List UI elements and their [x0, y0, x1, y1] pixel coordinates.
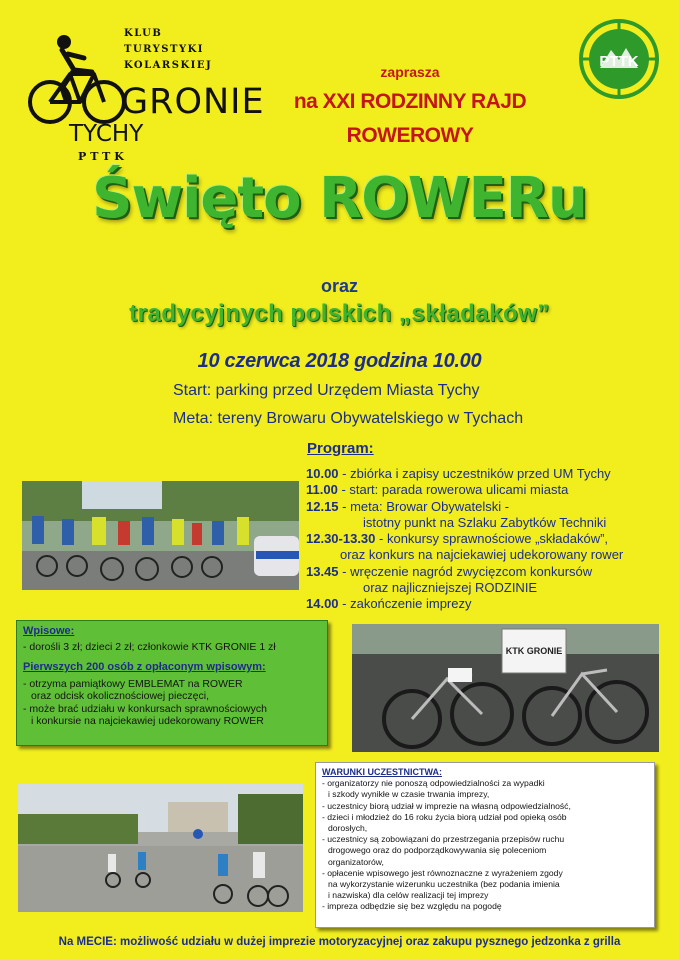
program-text: - wręczenie nagród zwycięzcom konkursów	[338, 563, 593, 579]
program-list	[306, 466, 666, 613]
condition-line: organizatorów,	[328, 856, 384, 867]
condition-line: na wykorzystanie wizerunku uczestnika (bez podania imienia	[328, 879, 560, 890]
condition-line: dorosłych,	[328, 823, 368, 834]
conditions-box	[315, 762, 655, 928]
invite-line2: na XXI RODZINNY RAJD	[293, 90, 527, 113]
logo-city: TYCHY	[69, 121, 144, 147]
logo-name: GRONIE	[121, 82, 265, 122]
pttk-badge	[578, 18, 660, 100]
program-time: 13.45	[306, 563, 339, 579]
program-text: - zbiórka i zapisy uczestników przed UM Tychy	[338, 466, 611, 481]
photo-street-parade	[18, 784, 303, 912]
program-item-continuation: oraz konkurs na najciekawiej udekorowany rower	[340, 547, 624, 563]
condition-line: - uczestnicy biorą udział w imprezie na własną odpowiedzialność,	[322, 800, 571, 811]
fee-benefit-line: - może brać udziału w konkursach sprawnościowych	[23, 702, 267, 715]
fee-benefit-line: oraz odcisk okolicznościowej pieczęci,	[31, 690, 209, 702]
photo-sign-text: KTK GRONIE	[505, 646, 563, 656]
fee-amounts: - dorośli 3 zł; dzieci 2 zł; członkowie KTK GRONIE 1 zł	[23, 640, 276, 653]
program-item-continuation: oraz najliczniejszej RODZINIE	[363, 580, 538, 596]
pttk-badge-icon	[578, 18, 660, 100]
event-title: Święto ROWERu	[92, 166, 587, 231]
fee-heading: Wpisowe:	[23, 625, 75, 637]
invite-line1: zaprasza	[380, 64, 440, 80]
program-item	[306, 564, 666, 580]
condition-line: - organizatorzy nie ponoszą odpowiedzialności za wypadki	[322, 778, 545, 789]
event-date: 10 czerwca 2018 godzina 10.00	[197, 350, 482, 372]
oraz-text: oraz	[320, 276, 358, 296]
fee-benefit-line: i konkursie na najciekawiej udekorowany ROWER	[31, 715, 264, 727]
fee-box	[16, 620, 328, 746]
condition-line: - uczestnicy są zobowiązani do przestrzegania przepisów ruchu	[322, 834, 565, 845]
first-200-heading: Pierwszych 200 osób z opłaconym wpisowym:	[23, 661, 266, 673]
condition-line: i nazwiska) dla celów realizacji tej imprezy	[328, 890, 489, 901]
finish-info: Na MECIE: możliwość udziału w dużej imprezie motoryzacyjnej oraz zakupu pysznego jedzonka z grilla	[58, 936, 621, 948]
conditions-heading: WARUNKI UCZESTNICTWA:	[322, 767, 442, 777]
logo-org: PTTK	[78, 150, 128, 163]
program-text: - konkursy sprawnościowe „składaków”,	[375, 531, 609, 547]
program-item	[306, 466, 666, 482]
program-item	[306, 531, 666, 547]
program-heading: Program:	[307, 440, 374, 457]
program-item-continuation: istotny punkt na Szlaku Zabytków Techniki	[363, 514, 607, 530]
logo-club-line2: TURYSTYKI	[124, 44, 204, 55]
program-time: 11.00	[306, 482, 338, 498]
program-text: - meta: Browar Obywatelski -	[338, 498, 510, 514]
program-time: 12.15	[306, 498, 339, 514]
condition-line: - opłacenie wpisowego jest równoznaczne z wyrażeniem zgody	[322, 867, 563, 878]
event-subtitle: tradycyjnych polskich „składaków”	[129, 300, 550, 327]
program-text: - zakończenie imprezy	[338, 596, 472, 612]
program-item	[306, 482, 666, 498]
pttk-badge-text: PTTK	[599, 53, 639, 70]
program-item	[306, 499, 666, 515]
photo-cyclists-group	[22, 481, 299, 590]
condition-line: drogowego oraz do podporządkowywania się poleceniom	[328, 845, 547, 856]
program-item	[306, 596, 666, 612]
logo-club-line1: KLUB	[124, 28, 163, 39]
start-location: Start: parking przed Urzędem Miasta Tychy	[173, 382, 480, 399]
program-text: - start: parada rowerowa ulicami miasta	[337, 482, 569, 498]
invite-line3: ROWEROWY	[346, 124, 474, 147]
fee-benefit-line: - otrzyma pamiątkowy EMBLEMAT na ROWER	[23, 677, 243, 690]
program-time: 10.00	[306, 466, 339, 481]
program-time: 12.30-13.30	[306, 531, 376, 547]
finish-location: Meta: tereny Browaru Obywatelskiego w Tychach	[173, 410, 524, 427]
condition-line: - dzieci i młodzież do 16 roku życia biorą udział pod opieką osób	[322, 811, 567, 822]
photo-bikes-sign	[352, 624, 659, 752]
condition-line: i szkody wynikłe w czasie trwania imprezy,	[328, 789, 490, 800]
logo-club-line3: KOLARSKIEJ	[124, 60, 213, 71]
club-logo	[22, 18, 265, 168]
condition-line: - impreza odbędzie się bez względu na pogodę	[322, 901, 502, 912]
program-time: 14.00	[306, 596, 339, 612]
